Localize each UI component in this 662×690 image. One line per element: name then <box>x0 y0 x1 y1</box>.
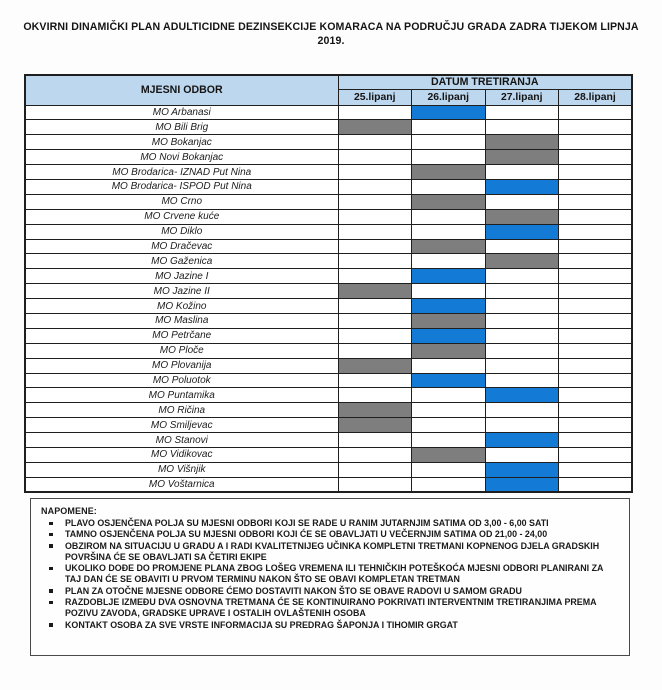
treatment-cell-shaded <box>412 373 486 388</box>
document-title <box>20 20 642 48</box>
treatment-cell-empty <box>412 284 486 299</box>
treatment-cell-empty <box>412 477 486 492</box>
treatment-cell-shaded <box>412 447 486 462</box>
treatment-cell-empty <box>559 120 633 135</box>
treatment-cell-empty <box>412 224 486 239</box>
treatment-cell-shaded <box>485 462 559 477</box>
table-row <box>25 328 632 343</box>
district-name: MO Plovanija <box>25 358 338 373</box>
treatment-cell-empty <box>485 105 559 120</box>
date-column-header-28-lipanj: 28.lipanj <box>559 89 633 105</box>
table-row <box>25 254 632 269</box>
treatment-schedule-table <box>24 74 633 493</box>
treatment-cell-shaded <box>338 120 412 135</box>
treatment-cell-empty <box>485 403 559 418</box>
document-title-line1: OKVIRNI DINAMIČKI PLAN ADULTICIDNE DEZINSEKCIJE KOMARACA NA PODRUČJU GRADA ZADRA TIJEKOM LIPNJA <box>23 21 639 33</box>
treatment-cell-empty <box>338 269 412 284</box>
treatment-cell-empty <box>412 120 486 135</box>
treatment-cell-empty <box>559 358 633 373</box>
treatment-cell-empty <box>338 224 412 239</box>
treatment-cell-empty <box>338 462 412 477</box>
treatment-cell-empty <box>338 105 412 120</box>
treatment-cell-empty <box>559 313 633 328</box>
treatment-cell-empty <box>485 328 559 343</box>
treatment-cell-empty <box>338 179 412 194</box>
table-row <box>25 343 632 358</box>
treatment-cell-empty <box>412 150 486 165</box>
treatment-cell-empty <box>559 477 633 492</box>
treatment-cell-empty <box>559 373 633 388</box>
treatment-cell-shaded <box>412 313 486 328</box>
district-name: MO Dračevac <box>25 239 338 254</box>
treatment-cell-empty <box>559 343 633 358</box>
treatment-cell-empty <box>559 150 633 165</box>
district-name: MO Crno <box>25 194 338 209</box>
treatment-cell-empty <box>338 313 412 328</box>
treatment-cell-shaded <box>485 150 559 165</box>
treatment-cell-empty <box>485 120 559 135</box>
treatment-cell-empty <box>485 239 559 254</box>
treatment-cell-empty <box>338 328 412 343</box>
treatment-cell-empty <box>485 343 559 358</box>
treatment-cell-empty <box>412 358 486 373</box>
treatment-cell-shaded <box>412 239 486 254</box>
treatment-cell-shaded <box>485 254 559 269</box>
note-bullet: OBZIROM NA SITUACIJU U GRADU A I RADI KVALITETNIJEG UČINKA KOMPLETNI TRETMANI KOPNENOG DJELA GRADSKIH POVRŠINA ĆE SE OBAVLJATI SA ČETIRI EKIPE <box>41 541 619 564</box>
treatment-cell-shaded <box>485 209 559 224</box>
notes-heading: NAPOMENE: <box>41 506 97 516</box>
district-name: MO Bokanjac <box>25 135 338 150</box>
treatment-cell-empty <box>412 179 486 194</box>
treatment-cell-empty <box>485 447 559 462</box>
table-row <box>25 462 632 477</box>
treatment-cell-empty <box>485 165 559 180</box>
table-row <box>25 388 632 403</box>
district-name: MO Višnjik <box>25 462 338 477</box>
table-row <box>25 209 632 224</box>
treatment-cell-empty <box>559 209 633 224</box>
treatment-cell-empty <box>559 418 633 433</box>
treatment-cell-empty <box>412 403 486 418</box>
table-row <box>25 269 632 284</box>
district-name: MO Maslina <box>25 313 338 328</box>
treatment-cell-empty <box>559 179 633 194</box>
district-name: MO Kožino <box>25 299 338 314</box>
treatment-cell-shaded <box>412 299 486 314</box>
treatment-cell-empty <box>485 299 559 314</box>
table-row <box>25 358 632 373</box>
treatment-cell-empty <box>559 239 633 254</box>
treatment-cell-empty <box>559 403 633 418</box>
table-row <box>25 284 632 299</box>
schedule-table <box>24 74 633 493</box>
treatment-cell-empty <box>338 433 412 448</box>
treatment-cell-empty <box>559 105 633 120</box>
treatment-cell-shaded <box>412 105 486 120</box>
table-row <box>25 313 632 328</box>
table-row <box>25 477 632 492</box>
document-title-year: 2019. <box>317 35 345 47</box>
treatment-cell-empty <box>485 284 559 299</box>
treatment-cell-empty <box>485 373 559 388</box>
table-row <box>25 373 632 388</box>
treatment-cell-empty <box>559 135 633 150</box>
treatment-cell-empty <box>412 418 486 433</box>
table-row <box>25 433 632 448</box>
table-row <box>25 299 632 314</box>
table-row <box>25 150 632 165</box>
treatment-cell-empty <box>559 447 633 462</box>
treatment-cell-empty <box>338 194 412 209</box>
treatment-cell-empty <box>338 373 412 388</box>
schedule-table-header <box>25 75 632 105</box>
treatment-cell-shaded <box>412 165 486 180</box>
treatment-cell-empty <box>412 209 486 224</box>
treatment-cell-empty <box>338 343 412 358</box>
treatment-cell-shaded <box>338 358 412 373</box>
treatment-cell-shaded <box>338 403 412 418</box>
treatment-cell-shaded <box>485 388 559 403</box>
treatment-cell-shaded <box>338 284 412 299</box>
district-name: MO Crvene kuće <box>25 209 338 224</box>
treatment-cell-empty <box>412 388 486 403</box>
table-row <box>25 447 632 462</box>
treatment-cell-empty <box>338 388 412 403</box>
treatment-cell-shaded <box>485 224 559 239</box>
treatment-cell-empty <box>338 447 412 462</box>
district-name: MO Gaženica <box>25 254 338 269</box>
district-name: MO Voštarnica <box>25 477 338 492</box>
district-name: MO Brodarica- ISPOD Put Nina <box>25 179 338 194</box>
treatment-cell-empty <box>559 224 633 239</box>
treatment-cell-empty <box>485 358 559 373</box>
district-name: MO Ričina <box>25 403 338 418</box>
treatment-cell-empty <box>412 254 486 269</box>
note-bullet: PLAN ZA OTOČNE MJESNE ODBORE ĆEMO DOSTAVITI NAKON ŠTO SE OBAVE RADOVI U SAMOM GRADU <box>41 586 619 597</box>
district-rows <box>25 105 632 492</box>
treatment-cell-empty <box>338 254 412 269</box>
treatment-cell-empty <box>559 299 633 314</box>
treatment-cell-shaded <box>485 179 559 194</box>
treatment-cell-shaded <box>338 418 412 433</box>
notes-box <box>30 498 630 656</box>
table-row <box>25 403 632 418</box>
treatment-cell-empty <box>485 269 559 284</box>
date-column-header-26-lipanj: 26.lipanj <box>412 89 486 105</box>
date-column-header-25-lipanj: 25.lipanj <box>338 89 412 105</box>
treatment-cell-empty <box>559 328 633 343</box>
table-row <box>25 224 632 239</box>
treatment-cell-empty <box>559 462 633 477</box>
treatment-cell-empty <box>485 194 559 209</box>
note-bullet: UKOLIKO DOĐE DO PROMJENE PLANA ZBOG LOŠEG VREMENA ILI TEHNIČKIH POTEŠKOĆA MJESNI ODBORI PLANIRANI ZA TAJ DAN ĆE SE OBAVITI U PRVOM TERMINU NAKON ŠTO SE OBAVI KOMPLETAN TRETMAN <box>41 563 619 586</box>
note-bullet: RAZDOBLJE IZMEĐU DVA OSNOVNA TRETMANA ĆE SE KONTINUIRANO POKRIVATI INTERVENTNIM TRETIRANJIMA PREMA POZIVU ZAVODA, GRADSKE UPRAVE I OSTALIH OVLAŠTENIH OSOBA <box>41 597 619 620</box>
treatment-cell-empty <box>485 418 559 433</box>
treatment-cell-empty <box>559 254 633 269</box>
treatment-cell-shaded <box>485 135 559 150</box>
treatment-cell-shaded <box>412 328 486 343</box>
note-bullet: KONTAKT OSOBA ZA SVE VRSTE INFORMACIJA SU PREDRAG ŠAPONJA I TIHOMIR GRGAT <box>41 620 619 631</box>
treatment-cell-empty <box>338 239 412 254</box>
column-header-mjesni-odbor: MJESNI ODBOR <box>25 75 338 105</box>
treatment-cell-empty <box>338 209 412 224</box>
treatment-cell-shaded <box>412 194 486 209</box>
district-name: MO Diklo <box>25 224 338 239</box>
table-row <box>25 239 632 254</box>
date-column-header-27-lipanj: 27.lipanj <box>485 89 559 105</box>
column-group-header-datum-tretiranja: DATUM TRETIRANJA <box>338 75 632 89</box>
treatment-cell-empty <box>559 284 633 299</box>
treatment-cell-empty <box>559 269 633 284</box>
table-row <box>25 418 632 433</box>
note-bullet: PLAVO OSJENČENA POLJA SU MJESNI ODBORI KOJI SE RADE U RANIM JUTARNJIM SATIMA OD 3,00 - 6,00 SATI <box>41 518 619 529</box>
district-name: MO Bili Brig <box>25 120 338 135</box>
district-name: MO Jazine I <box>25 269 338 284</box>
treatment-cell-shaded <box>412 269 486 284</box>
treatment-cell-empty <box>338 477 412 492</box>
table-row <box>25 120 632 135</box>
treatment-cell-empty <box>559 388 633 403</box>
district-name: MO Jazine II <box>25 284 338 299</box>
district-name: MO Petrčane <box>25 328 338 343</box>
district-name: MO Vidikovac <box>25 447 338 462</box>
treatment-cell-empty <box>559 194 633 209</box>
table-row <box>25 135 632 150</box>
treatment-cell-empty <box>338 135 412 150</box>
district-name: MO Arbanasi <box>25 105 338 120</box>
note-bullet: TAMNO OSJENČENA POLJA SU MJESNI ODBORI KOJI ĆE SE OBAVLJATI U VEČERNJIM SATIMA OD 21,00 - 24,00 <box>41 529 619 540</box>
treatment-cell-empty <box>338 165 412 180</box>
table-row <box>25 105 632 120</box>
treatment-cell-empty <box>412 462 486 477</box>
district-name: MO Poluotok <box>25 373 338 388</box>
treatment-cell-empty <box>412 135 486 150</box>
treatment-cell-empty <box>559 165 633 180</box>
district-name: MO Ploče <box>25 343 338 358</box>
notes-list <box>41 518 619 631</box>
district-name: MO Novi Bokanjac <box>25 150 338 165</box>
treatment-cell-shaded <box>412 343 486 358</box>
treatment-cell-empty <box>338 150 412 165</box>
district-name: MO Puntamika <box>25 388 338 403</box>
table-row <box>25 179 632 194</box>
treatment-cell-empty <box>338 299 412 314</box>
district-name: MO Brodarica- IZNAD Put Nina <box>25 165 338 180</box>
treatment-cell-empty <box>412 433 486 448</box>
table-row <box>25 165 632 180</box>
table-row <box>25 194 632 209</box>
treatment-cell-empty <box>559 433 633 448</box>
treatment-cell-shaded <box>485 477 559 492</box>
district-name: MO Smiljevac <box>25 418 338 433</box>
treatment-cell-shaded <box>485 433 559 448</box>
district-name: MO Stanovi <box>25 433 338 448</box>
treatment-cell-empty <box>485 313 559 328</box>
